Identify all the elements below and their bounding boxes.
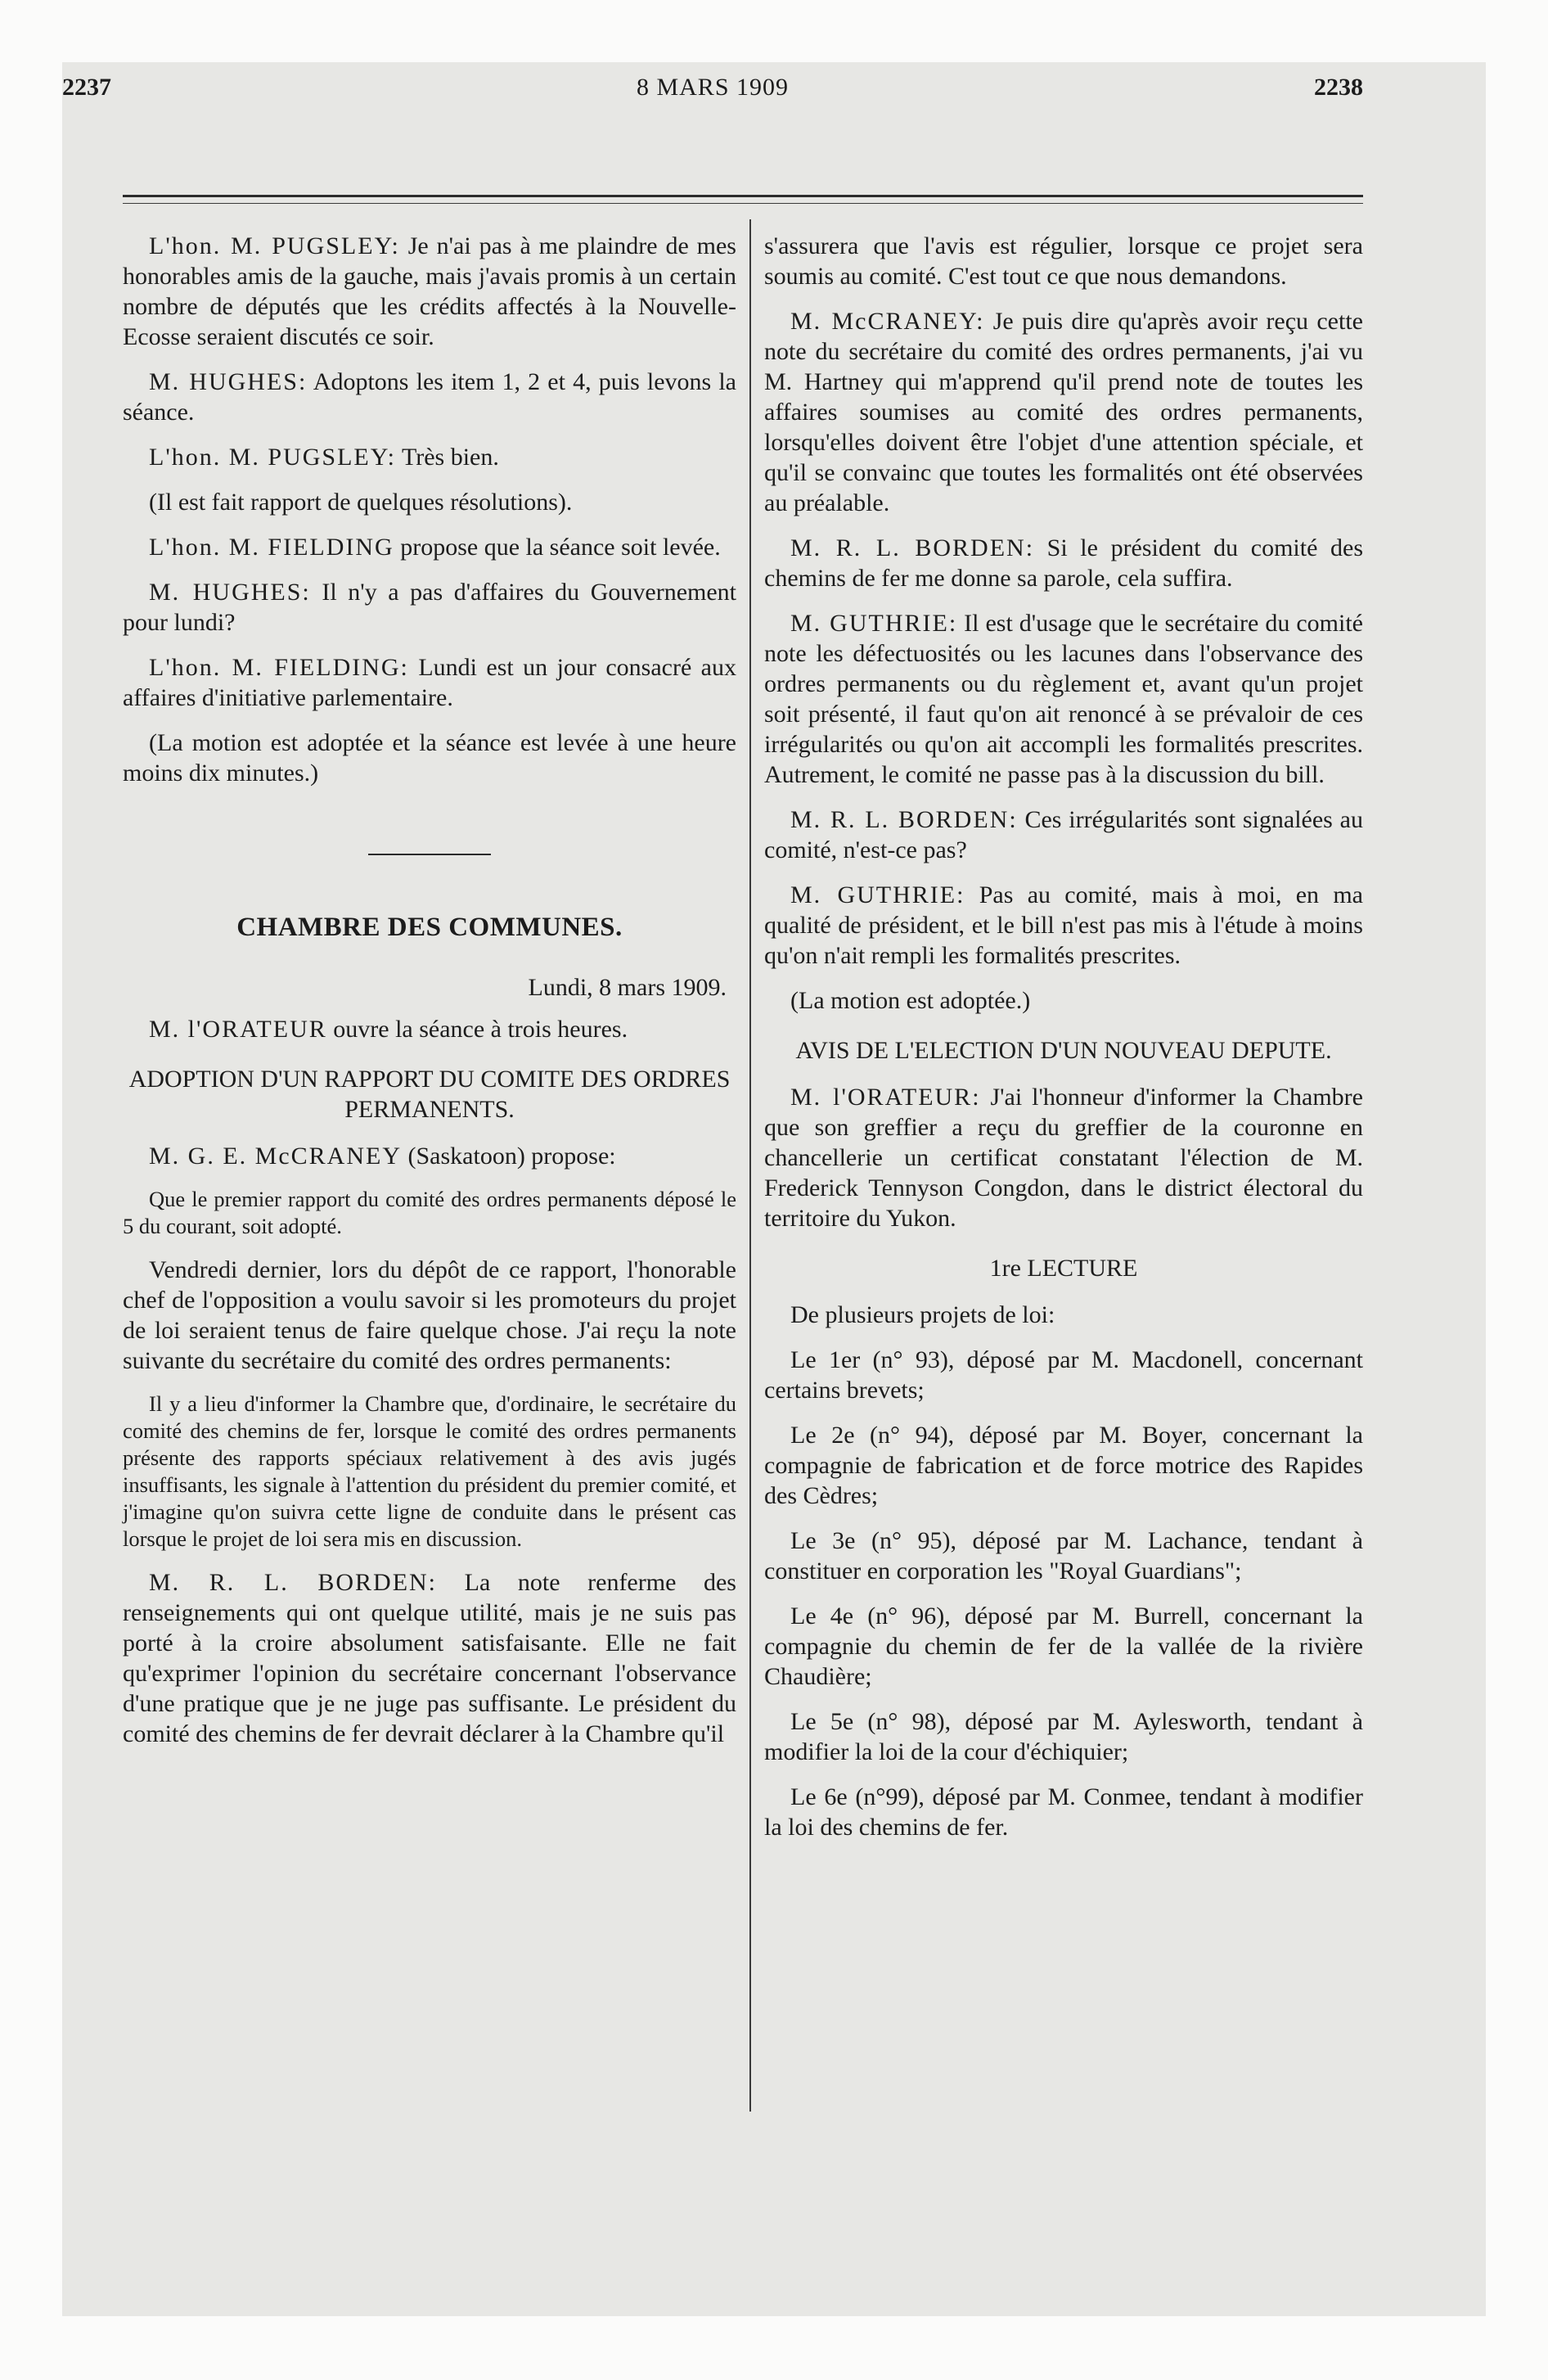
paragraph: Vendredi dernier, lors du dépôt de ce rapport, l'honorable chef de l'opposition a voulu savoir si les promoteurs du projet de loi seraient tenus de faire quelque chose. J'ai reçu la note suivante du secrétaire du comité des ordres permanents: xyxy=(123,1256,736,1374)
bill-item: Le 6e (n°99), déposé par M. Conmee, tendant à modifier la loi des chemins de fer. xyxy=(764,1783,1363,1841)
column-divider xyxy=(749,219,751,2112)
paragraph: (Il est fait rapport de quelques résolutions). xyxy=(149,489,573,516)
speaker-name: M. GUTHRIE: xyxy=(790,881,965,908)
chamber-title: CHAMBRE DES COMMUNES. xyxy=(236,913,623,942)
speaker-name: L'hon. M. FIELDING xyxy=(149,534,394,561)
bill-item: Le 2e (n° 94), déposé par M. Boyer, concernant la compagnie de fabrication et de force motrice des Rapides des Cèdres; xyxy=(764,1422,1363,1509)
session-date: Lundi, 8 mars 1909. xyxy=(528,974,727,1001)
bill-item: Le 4e (n° 96), déposé par M. Burrell, concernant la compagnie du chemin de fer de la vallée de la rivière Chaudière; xyxy=(764,1602,1363,1690)
page-number-right: 2238 xyxy=(1314,74,1363,101)
header-rule xyxy=(123,195,1363,197)
speaker-name: M. GUTHRIE: xyxy=(790,610,958,637)
speaker-name: M. R. L. BORDEN: xyxy=(149,1569,438,1596)
paragraph: De plusieurs projets de loi: xyxy=(790,1301,1055,1328)
paragraph: L'hon. M. PUGSLEY: Je n'ai pas à me plaindre de mes honorables amis de la gauche, mais j'avais promis à un certain nombre de députés que les crédits affectés à la Nouvelle-Ecosse seraient discutés ce soir. xyxy=(123,232,736,350)
header-date: 8 MARS 1909 xyxy=(636,74,790,101)
speaker-name: M. G. E. McCRANEY xyxy=(149,1143,402,1170)
paragraph: M. HUGHES: Adoptons les item 1, 2 et 4, puis levons la séance. xyxy=(123,368,736,426)
left-column xyxy=(123,231,736,1764)
paragraph: s'assurera que l'avis est régulier, lorsque ce projet sera soumis au comité. C'est tout ce que nous demandons. xyxy=(764,232,1363,290)
speaker-name: M. R. L. BORDEN: xyxy=(790,806,1018,833)
quoted-note: Il y a lieu d'informer la Chambre que, d'ordinaire, le secrétaire du comité des chemins de fer, lorsque le comité des ordres permanents présente des rapports spéciaux relativement à des avis jugés insuffisants, les signale à l'attention du président du premier comité, et j'imagine qu'on suivra cette ligne de conduite dans le présent cas lorsque le projet de loi sera mis en discussion. xyxy=(123,1391,736,1551)
speaker-name: M. R. L. BORDEN: xyxy=(790,534,1035,561)
section-heading: 1re LECTURE xyxy=(989,1255,1138,1282)
speaker-name: L'hon. M. PUGSLEY: xyxy=(149,232,400,259)
motion-text: Que le premier rapport du comité des ordres permanents déposé le 5 du courant, soit adopté. xyxy=(123,1187,736,1238)
paragraph: M. R. L. BORDEN: La note renferme des renseignements qui ont quelque utilité, mais je ne suis pas porté à la croire absolument satisfaisante. Elle ne fait qu'exprimer l'opinion du secrétaire concernant l'observance d'une pratique que je ne juge pas suffisante. Le président du comité des chemins de fer devrait déclarer à la Chambre qu'il xyxy=(123,1569,736,1747)
right-column xyxy=(764,231,1363,1857)
paragraph: (La motion est adoptée.) xyxy=(790,987,1031,1014)
paragraph: L'hon. M. FIELDING propose que la séance soit levée. xyxy=(149,534,721,561)
speaker-name: M. HUGHES: xyxy=(149,579,311,606)
bill-item: Le 5e (n° 98), déposé par M. Aylesworth, tendant à modifier la loi de la cour d'échiquier; xyxy=(764,1708,1363,1765)
paragraph: M. R. L. BORDEN: Ces irrégularités sont signalées au comité, n'est-ce pas? xyxy=(764,806,1363,863)
paragraph: M. l'ORATEUR: J'ai l'honneur d'informer la Chambre que son greffier a reçu du greffier de la couronne en chancellerie un certificat constatant l'élection de M. Frederick Tennyson Congdon, dans le district électoral du territoire du Yukon. xyxy=(764,1084,1363,1232)
paragraph: (La motion est adoptée et la séance est levée à une heure moins dix minutes.) xyxy=(123,729,736,787)
paragraph: M. McCRANEY: Je puis dire qu'après avoir reçu cette note du secrétaire du comité des ordres permanents, j'ai vu M. Hartney qui m'apprend qu'il prend note de toutes les affaires soumises au comité des ordres permanents, lorsqu'elles doivent être l'objet d'une attention spéciale, et qu'il se convainc que toutes les formalités ont été observées au préalable. xyxy=(764,308,1363,516)
paragraph: M. l'ORATEUR ouvre la séance à trois heures. xyxy=(149,1016,628,1043)
paragraph: M. G. E. McCRANEY (Saskatoon) propose: xyxy=(149,1143,616,1170)
section-heading: ADOPTION D'UN RAPPORT DU COMITE DES ORDRES PERMANENTS. xyxy=(128,1066,731,1123)
paragraph: M. HUGHES: Il n'y a pas d'affaires du Gouvernement pour lundi? xyxy=(123,579,736,636)
bill-item: Le 1er (n° 93), déposé par M. Macdonell, concernant certains brevets; xyxy=(764,1346,1363,1404)
paragraph: M. GUTHRIE: Pas au comité, mais à moi, en ma qualité de président, et le bill n'est pas mis à l'étude à moins qu'on n'ait rempli les formalités prescrites. xyxy=(764,881,1363,969)
speaker-name: M. HUGHES: xyxy=(149,368,308,395)
paragraph: L'hon. M. PUGSLEY: Très bien. xyxy=(149,444,499,471)
section-heading: AVIS DE L'ELECTION D'UN NOUVEAU DEPUTE. xyxy=(795,1037,1332,1064)
page-number-left: 2237 xyxy=(62,74,111,101)
bill-item: Le 3e (n° 95), déposé par M. Lachance, tendant à constituer en corporation les "Royal Guardians"; xyxy=(764,1527,1363,1584)
page-header xyxy=(62,74,1363,131)
speaker-name: M. l'ORATEUR xyxy=(149,1016,327,1043)
speaker-name: M. McCRANEY: xyxy=(790,308,985,335)
section-rule xyxy=(368,854,491,855)
speaker-name: L'hon. M. PUGSLEY: xyxy=(149,444,397,471)
paragraph: M. GUTHRIE: Il est d'usage que le secrétaire du comité note les défectuosités ou les lacunes dans l'observance des ordres permanents ou du règlement et, avant qu'un projet soit présenté, il faut qu'on ait renoncé à se prévaloir de ces irrégularités ou qu'on ait accompli les formalités prescrites. Autrement, le comité ne passe pas à la discussion du bill. xyxy=(764,610,1363,788)
speaker-name: M. l'ORATEUR: xyxy=(790,1084,981,1111)
speaker-name: L'hon. M. FIELDING: xyxy=(149,654,409,681)
header-rule-thin xyxy=(123,203,1363,204)
paragraph: M. R. L. BORDEN: Si le président du comité des chemins de fer me donne sa parole, cela suffira. xyxy=(764,534,1364,592)
paragraph: L'hon. M. FIELDING: Lundi est un jour consacré aux affaires d'initiative parlementaire. xyxy=(123,654,736,711)
